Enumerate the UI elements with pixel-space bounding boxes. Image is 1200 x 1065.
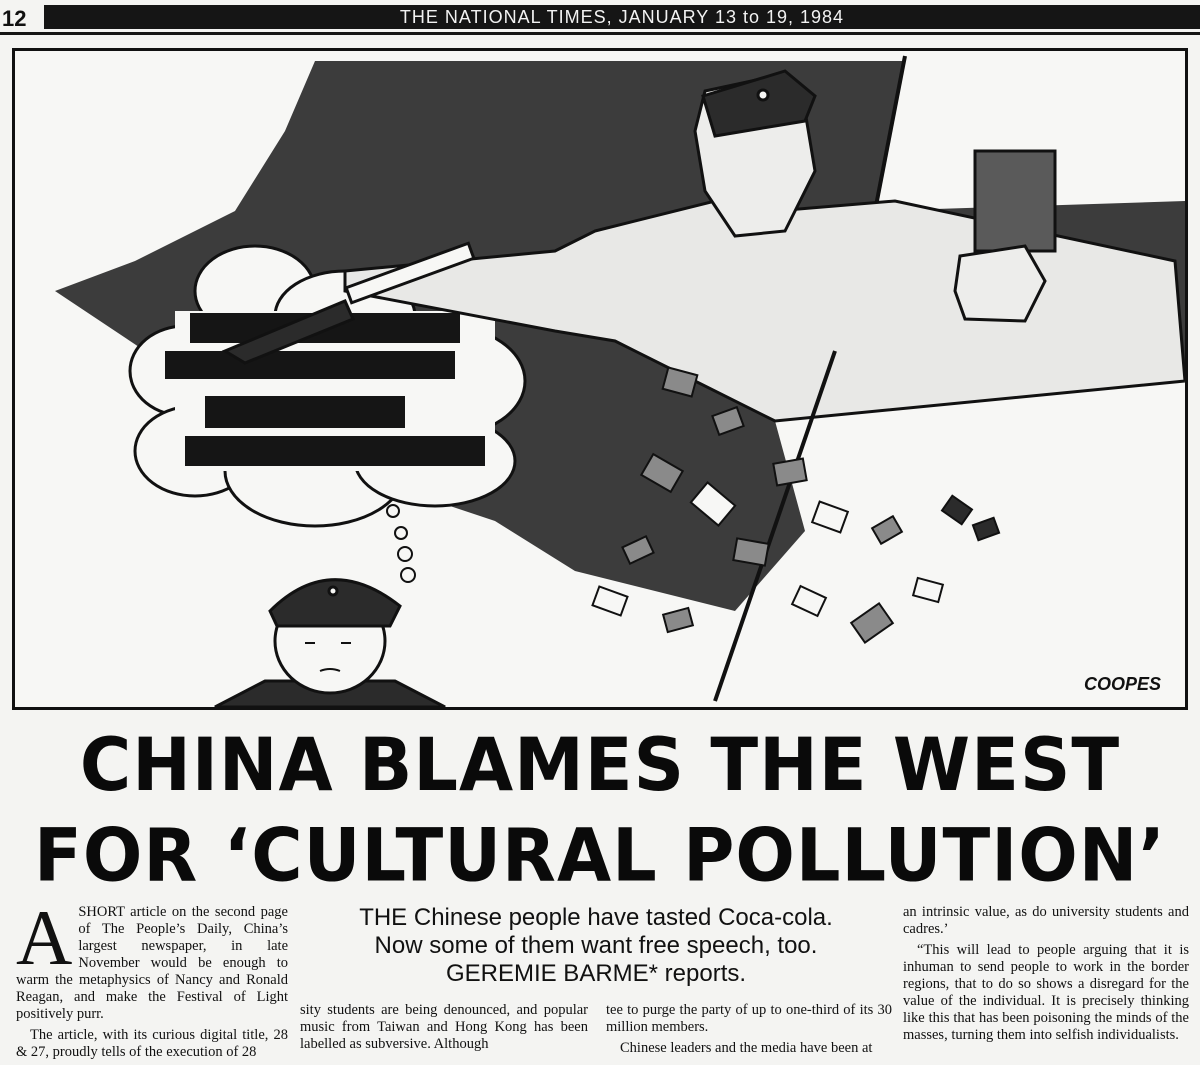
boy-cap-star-icon: [329, 587, 337, 595]
column-4-paragraph-1: an intrinsic value, as do university students and cadres.’: [903, 904, 1189, 937]
drop-cap: A: [16, 894, 73, 981]
boy-figure: [215, 580, 445, 707]
column-3-paragraph-2: Chinese leaders and the media have been at: [620, 1040, 873, 1056]
article-column-4: [903, 904, 1189, 1048]
cartoon-illustration: [15, 51, 1185, 707]
byline: GEREMIE BARME* reports.: [445, 960, 747, 987]
masthead: [0, 0, 1200, 36]
headline-line-1: CHINA BLAMES THE WEST: [79, 721, 1121, 808]
column-1-paragraph-2: The article, with its curious digital title, 28 & 27, proudly tells of the execution of 28: [16, 1027, 288, 1060]
soldier-hand: [955, 246, 1045, 321]
page-number: 12: [2, 6, 27, 31]
column-1-paragraph-1: SHORT article on the second page of The People’s Daily, China’s largest newspaper, in late November would be enough to warm the metaphysics of Nancy and Ronald Reagan, and make the Festival of Light positively purr.: [16, 904, 288, 1022]
standfirst: [300, 904, 892, 988]
column-2-paragraph-1: sity students are being denounced, and popular music from Taiwan and Hong Kong has been labelled as subversive. Although: [300, 1002, 588, 1052]
standfirst-line-1: THE Chinese people have tasted Coca-cola.: [359, 904, 833, 931]
headline: [0, 720, 1200, 901]
column-3-paragraph-1: tee to purge the party of up to one-third of its 30 million members.: [606, 1002, 892, 1035]
dateline-banner: THE NATIONAL TIMES, JANUARY 13 to 19, 1984: [44, 5, 1200, 29]
article-column-1: [16, 894, 288, 1065]
cartoonist-signature: COOPES: [1083, 674, 1161, 694]
headline-line-2: FOR ‘CULTURAL POLLUTION’: [34, 812, 1166, 899]
cap-star-icon: [758, 90, 768, 100]
thought-bubbles: [387, 505, 415, 582]
masthead-rule: [0, 32, 1200, 35]
little-red-book: [975, 151, 1055, 251]
standfirst-line-2: Now some of them want free speech, too.: [374, 932, 818, 959]
article-column-3: [606, 1002, 892, 1061]
editorial-cartoon: [12, 48, 1188, 710]
column-4-paragraph-2: “This will lead to people arguing that it is inhuman to send people to work in the border regions, that to do so shows a disregard for the value of the individual. It is precisely thinking like this that has been poisoning the minds of the masses, turning them into selfish individualists.: [903, 942, 1189, 1043]
